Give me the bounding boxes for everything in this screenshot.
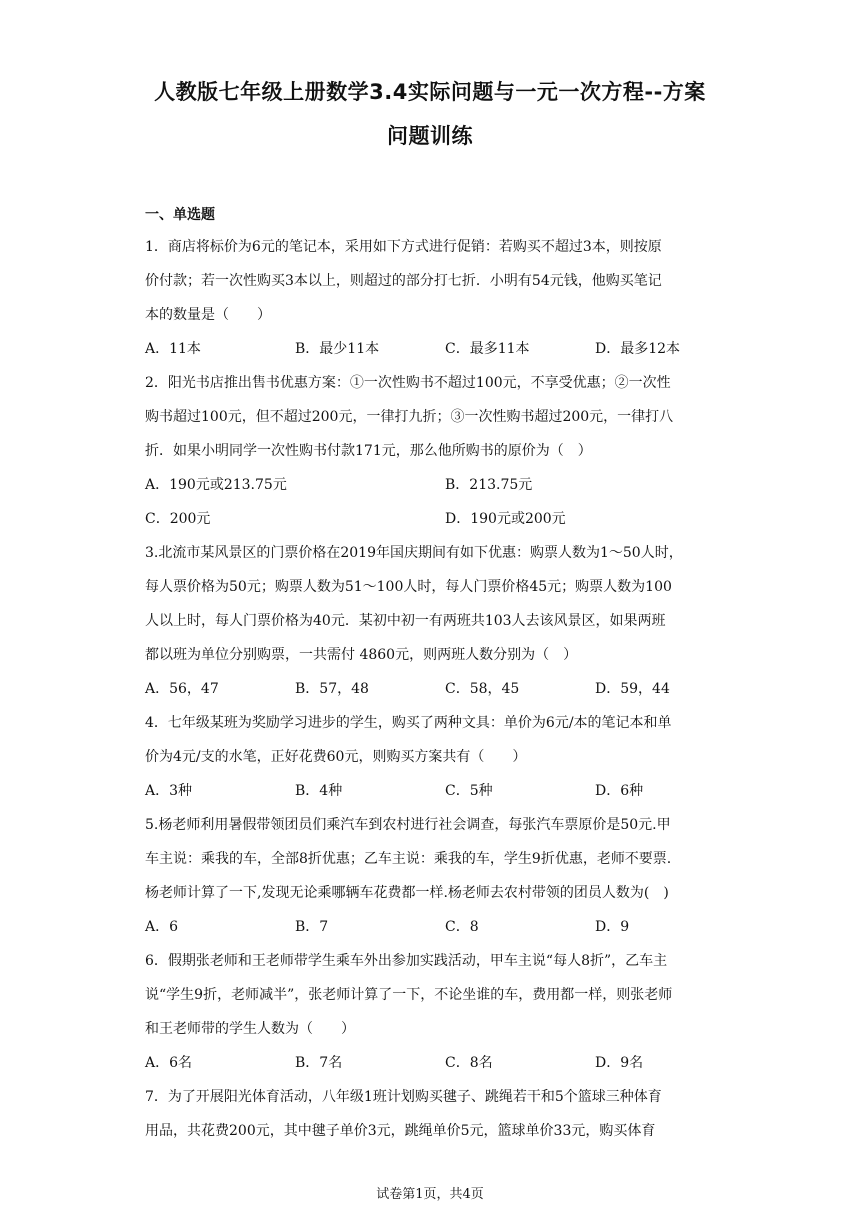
- option-a: A．56，47: [145, 681, 219, 697]
- question-text-line: 和王老师带的学生人数为（ ）: [145, 1021, 355, 1037]
- page-footer: 试卷第1页，共4页: [376, 1187, 484, 1202]
- question-text-line: 车主说：乘我的车，全部8折优惠；乙车主说：乘我的车，学生9折优惠，老师不要票.: [145, 851, 672, 867]
- question-text-line: 价为4元/支的水笔，正好花费60元，则购买方案共有（ ）: [145, 749, 527, 765]
- question-3: [145, 536, 717, 706]
- question-text-line: 1．商店将标价为6元的笔记本，采用如下方式进行促销：若购买不超过3本，则按原: [145, 239, 662, 255]
- option-d: D．59，44: [595, 681, 670, 697]
- question-text-line: 价付款；若一次性购买3本以上，则超过的部分打七折．小明有54元钱，他购买笔记: [145, 273, 662, 289]
- question-7: [145, 1080, 717, 1148]
- questions-container: [145, 230, 717, 1148]
- options-row: [145, 332, 717, 366]
- question-text-line: 用品，共花费200元，其中毽子单价3元，跳绳单价5元，篮球单价33元，购买体育: [145, 1123, 656, 1139]
- option-a: A．190元或213.75元: [145, 477, 287, 493]
- options-row: [145, 468, 717, 502]
- option-b: B．4种: [295, 783, 343, 799]
- question-text-line: 都以班为单位分别购票，一共需付 4860元，则两班人数分别为（ ）: [145, 647, 578, 663]
- document-title-line-2: 问题训练: [387, 124, 473, 148]
- option-a: A．3种: [145, 783, 193, 799]
- question-text-line: 6．假期张老师和王老师带学生乘车外出参加实践活动，甲车主说“每人8折”，乙车主: [145, 953, 668, 969]
- question-text-line: 5.杨老师利用暑假带领团员们乘汽车到农村进行社会调查，每张汽车票原价是50元.甲: [145, 817, 671, 833]
- question-text-line: 2．阳光书店推出售书优惠方案：①一次性购书不超过100元，不享受优惠；②一次性: [145, 375, 671, 391]
- question-text-line: 4．七年级某班为奖励学习进步的学生，购买了两种文具：单价为6元/本的笔记本和单: [145, 715, 672, 731]
- question-text-line: 每人票价格为50元；购票人数为51～100人时，每人门票价格45元；购票人数为100: [145, 579, 672, 595]
- options-row: [145, 502, 717, 536]
- option-c: C．8: [445, 919, 479, 935]
- option-c: C．5种: [445, 783, 493, 799]
- options-row: [145, 774, 717, 808]
- option-b: B．最少11本: [295, 341, 380, 357]
- option-d: D．9: [595, 919, 630, 935]
- option-a: A．6名: [145, 1055, 193, 1071]
- option-b: B．7: [295, 919, 329, 935]
- option-d: D．9名: [595, 1055, 644, 1071]
- options-row: [145, 672, 717, 706]
- question-text-line: 说“学生9折，老师减半”，张老师计算了一下，不论坐谁的车，费用都一样，则张老师: [145, 987, 673, 1003]
- question-4: [145, 706, 717, 808]
- question-text-line: 人以上时，每人门票价格为40元．某初中初一有两班共103人去该风景区，如果两班: [145, 613, 666, 629]
- question-text-line: 7．为了开展阳光体育活动，八年级1班计划购买毽子、跳绳若干和5个篮球三种体育: [145, 1089, 662, 1105]
- option-a: A．11本: [145, 341, 201, 357]
- question-2: [145, 366, 717, 536]
- question-text-line: 购书超过100元，但不超过200元，一律打九折；③一次性购书超过200元，一律打八: [145, 409, 674, 425]
- options-row: [145, 910, 717, 944]
- question-text-line: 3.北流市某风景区的门票价格在2019年国庆期间有如下优惠：购票人数为1～50人时，: [145, 545, 683, 561]
- option-c: C．58，45: [445, 681, 520, 697]
- option-b: B．57，48: [295, 681, 369, 697]
- question-text-line: 本的数量是（ ）: [145, 307, 271, 323]
- document-title-line-1: 人教版七年级上册数学3.4实际问题与一元一次方程--方案: [154, 80, 706, 104]
- option-d: D．6种: [595, 783, 644, 799]
- question-5: [145, 808, 717, 944]
- options-row: [145, 1046, 717, 1080]
- question-text-line: 杨老师计算了一下,发现无论乘哪辆车花费都一样.杨老师去农村带领的团员人数为( ): [145, 885, 669, 901]
- option-a: A．6: [145, 919, 179, 935]
- question-1: [145, 230, 717, 366]
- question-text-line: 折．如果小明同学一次性购书付款171元，那么他所购书的原价为（ ）: [145, 443, 592, 459]
- section-heading: 一、单选题: [145, 207, 215, 223]
- option-d: D．最多12本: [595, 341, 681, 357]
- option-c: C．最多11本: [445, 341, 530, 357]
- option-d: D．190元或200元: [445, 511, 566, 527]
- option-c: C．200元: [145, 511, 211, 527]
- option-b: B．213.75元: [445, 477, 533, 493]
- option-b: B．7名: [295, 1055, 343, 1071]
- question-6: [145, 944, 717, 1080]
- option-c: C．8名: [445, 1055, 493, 1071]
